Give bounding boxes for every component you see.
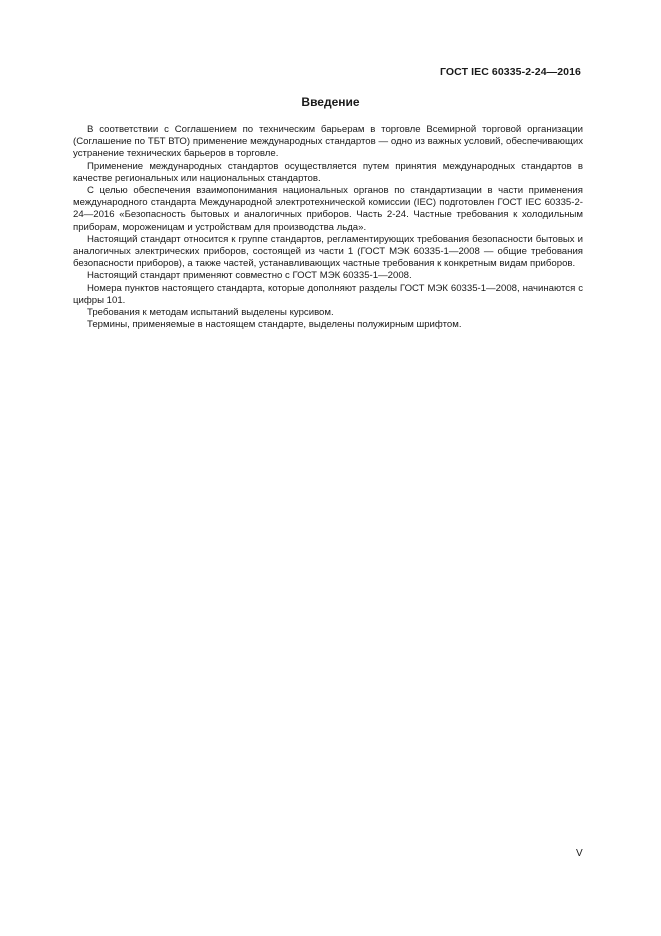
paragraph: В соответствии с Соглашением по техническим барьерам в торговле Всемирной торговой организации (Соглашение по ТБТ ВТО) применение международных стандартов — одно из важных условий, обеспечивающих устранение технических барьеров в торговле. (73, 124, 583, 160)
paragraph: Термины, применяемые в настоящем стандарте, выделены полужирным шрифтом. (87, 319, 462, 331)
page-number: V (576, 848, 583, 859)
section-body (73, 124, 583, 331)
paragraph: Настоящий стандарт применяют совместно с ГОСТ МЭК 60335-1—2008. (87, 270, 412, 282)
section-title: Введение (301, 95, 360, 109)
paragraph: С целью обеспечения взаимопонимания национальных органов по стандартизации в части применения международного стандарта Международной электротехнической комиссии (IEC) подготовлен ГОСТ IEC 60335-2-24—2016 «Безопасность бытовых и аналогичных приборов. Часть 2-24. Частные требования к холодильным приборам, мороженицам и устройствам для производства льда». (73, 185, 583, 233)
paragraph: Применение международных стандартов осуществляется путем принятия международных стандартов в качестве региональных или национальных стандартов. (73, 160, 583, 184)
paragraph: Требования к методам испытаний выделены курсивом. (87, 307, 334, 319)
paragraph: Настоящий стандарт относится к группе стандартов, регламентирующих требования безопасности бытовых и аналогичных электрических приборов, состоящей из части 1 (ГОСТ МЭК 60335-1—2008 — общие требования безопасности приборов), а также частей, устанавливающих частные требования к конкретным видам приборов. (73, 233, 583, 270)
document-code: ГОСТ IEC 60335-2-24—2016 (439, 66, 581, 78)
paragraph: Номера пунктов настоящего стандарта, которые дополняют разделы ГОСТ МЭК 60335-1—2008, начинаются с цифры 101. (73, 282, 583, 306)
